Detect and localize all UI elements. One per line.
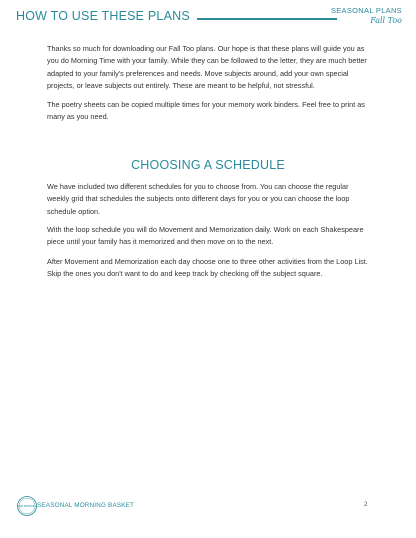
intro-paragraph: The poetry sheets can be copied multiple times for your memory work binders. Feel free to print as many as you need. (47, 100, 365, 122)
intro-paragraph: Thanks so much for downloading our Fall Too plans. Our hope is that these plans will guide you as you do Morning Time with your family. While they can be followed to the letter, they are much better adapted to your family's preferences and needs. Move subjects around, add your own special projects, or leave subjects out entirely. These are meant to be helpful, not stressful. (47, 44, 367, 91)
schedule-paragraph: After Movement and Memorization each day choose one to three other activities from the Loop List. Skip the ones you don't want to do and keep track by checking off the subject square. (47, 257, 368, 279)
page-number: 2 (364, 502, 368, 508)
brand-subtitle: Fall Too (370, 16, 402, 25)
footer-label: SEASONAL MORNING BASKET (37, 502, 135, 509)
section-heading: CHOOSING A SCHEDULE (131, 158, 285, 172)
logo-text: PAM BARNHILL (17, 505, 37, 508)
header-title: HOW TO USE THESE PLANS (16, 9, 190, 23)
schedule-paragraph: We have included two different schedules for you to choose from. You can choose the regular weekly grid that schedules the subjects onto different days for you or you can choose the loop schedule option. (47, 182, 350, 216)
schedule-paragraph: With the loop schedule you will do Movement and Memorization daily. Work on each Shakespeare piece until your family has it memorized and then move on to the next. (47, 225, 364, 247)
header-brand (331, 6, 402, 25)
brand-title: SEASONAL PLANS (330, 6, 402, 15)
header-rule (197, 18, 337, 20)
logo-icon (16, 495, 38, 517)
